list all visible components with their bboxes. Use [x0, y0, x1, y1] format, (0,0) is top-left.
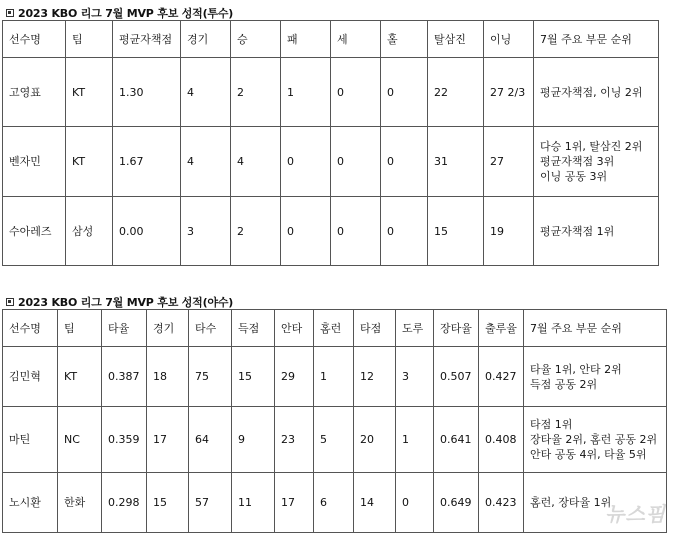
home-runs: 6 [314, 473, 354, 533]
wins: 2 [231, 58, 281, 127]
rbi: 14 [354, 473, 396, 533]
player-name: 수아레즈 [3, 197, 66, 266]
col-header: 득점 [232, 310, 275, 347]
team: KT [66, 127, 113, 197]
games: 18 [147, 347, 189, 407]
slugging: 0.641 [434, 407, 479, 473]
rank-note: 타율 1위, 안타 2위 [530, 362, 622, 376]
rank-note: 장타율 2위, 홈런 공동 2위 [530, 433, 658, 446]
hits: 23 [275, 407, 314, 473]
on-base: 0.408 [479, 407, 524, 473]
rbi: 20 [354, 407, 396, 473]
home-runs: 5 [314, 407, 354, 473]
watermark-logo: 뉴스핌 [605, 502, 666, 526]
innings: 19 [484, 197, 534, 266]
table-row [3, 473, 667, 533]
col-header: 팀 [66, 21, 113, 58]
strikeouts: 15 [428, 197, 484, 266]
rank-notes [524, 347, 667, 407]
games: 4 [181, 127, 231, 197]
col-header: 탈삼진 [428, 21, 484, 58]
col-header: 팀 [58, 310, 102, 347]
col-header: 홀 [381, 21, 428, 58]
pitcher-header-row [3, 21, 659, 58]
team: 삼성 [66, 197, 113, 266]
at-bats: 75 [189, 347, 232, 407]
col-header: 타율 [102, 310, 147, 347]
strikeouts: 22 [428, 58, 484, 127]
col-header: 출루율 [479, 310, 524, 347]
games: 17 [147, 407, 189, 473]
slugging: 0.649 [434, 473, 479, 533]
era: 1.67 [113, 127, 181, 197]
col-header: 7월 주요 부문 순위 [534, 21, 659, 58]
wins: 4 [231, 127, 281, 197]
runs: 15 [232, 347, 275, 407]
pitcher-stats-table [2, 20, 659, 266]
col-header: 타점 [354, 310, 396, 347]
era: 0.00 [113, 197, 181, 266]
slugging: 0.507 [434, 347, 479, 407]
table-row [3, 197, 659, 266]
col-header: 선수명 [3, 21, 66, 58]
rank-note: 홈런, 장타율 1위 [530, 496, 612, 509]
rank-note: 평균자책점, 이닝 2위 [540, 85, 643, 99]
rank-note: 평균자책점 1위 [540, 224, 615, 238]
games: 3 [181, 197, 231, 266]
era: 1.30 [113, 58, 181, 127]
team: KT [66, 58, 113, 127]
hits: 17 [275, 473, 314, 533]
batting-avg: 0.298 [102, 473, 147, 533]
square-bullet-icon [6, 9, 14, 17]
col-header: 선수명 [3, 310, 58, 347]
rank-notes [534, 58, 659, 127]
hitter-title-text: 2023 KBO 리그 7월 MVP 후보 성적(야수) [18, 296, 234, 309]
innings: 27 2/3 [484, 58, 534, 127]
player-name: 마틴 [3, 407, 58, 473]
rank-notes [524, 407, 667, 473]
team: KT [58, 347, 102, 407]
runs: 11 [232, 473, 275, 533]
wins: 2 [231, 197, 281, 266]
games: 4 [181, 58, 231, 127]
rank-note: 타점 1위 [530, 418, 573, 431]
hitter-header-row [3, 310, 667, 347]
losses: 1 [281, 58, 331, 127]
rank-notes [534, 127, 659, 197]
rank-note: 이닝 공동 3위 [540, 170, 608, 183]
col-header: 경기 [147, 310, 189, 347]
table-row [3, 347, 667, 407]
stolen-bases: 0 [396, 473, 434, 533]
pitcher-title-text: 2023 KBO 리그 7월 MVP 후보 성적(투수) [18, 7, 234, 20]
on-base: 0.423 [479, 473, 524, 533]
col-header: 홈런 [314, 310, 354, 347]
col-header: 승 [231, 21, 281, 58]
strikeouts: 31 [428, 127, 484, 197]
player-name: 고영표 [3, 58, 66, 127]
player-name: 벤자민 [3, 127, 66, 197]
hitter-section-title [6, 294, 233, 310]
saves: 0 [331, 58, 381, 127]
home-runs: 1 [314, 347, 354, 407]
rank-notes [534, 197, 659, 266]
saves: 0 [331, 127, 381, 197]
holds: 0 [381, 197, 428, 266]
runs: 9 [232, 407, 275, 473]
losses: 0 [281, 197, 331, 266]
rbi: 12 [354, 347, 396, 407]
stolen-bases: 3 [396, 347, 434, 407]
table-row [3, 127, 659, 197]
table-row [3, 407, 667, 473]
col-header: 장타율 [434, 310, 479, 347]
batting-avg: 0.359 [102, 407, 147, 473]
holds: 0 [381, 127, 428, 197]
at-bats: 57 [189, 473, 232, 533]
innings: 27 [484, 127, 534, 197]
rank-note: 득점 공동 2위 [530, 377, 598, 391]
rank-note: 안타 공동 4위, 타율 5위 [530, 448, 647, 461]
losses: 0 [281, 127, 331, 197]
col-header: 안타 [275, 310, 314, 347]
hits: 29 [275, 347, 314, 407]
table-row [3, 58, 659, 127]
stolen-bases: 1 [396, 407, 434, 473]
rank-note: 평균자책점 3위 [540, 155, 615, 168]
holds: 0 [381, 58, 428, 127]
col-header: 평균자책점 [113, 21, 181, 58]
team: 한화 [58, 473, 102, 533]
col-header: 이닝 [484, 21, 534, 58]
square-bullet-icon [6, 298, 14, 306]
col-header: 7월 주요 부문 순위 [524, 310, 667, 347]
col-header: 타수 [189, 310, 232, 347]
at-bats: 64 [189, 407, 232, 473]
batting-avg: 0.387 [102, 347, 147, 407]
games: 15 [147, 473, 189, 533]
col-header: 도루 [396, 310, 434, 347]
saves: 0 [331, 197, 381, 266]
col-header: 세 [331, 21, 381, 58]
on-base: 0.427 [479, 347, 524, 407]
col-header: 패 [281, 21, 331, 58]
team: NC [58, 407, 102, 473]
col-header: 경기 [181, 21, 231, 58]
pitcher-section-title [6, 5, 233, 21]
rank-note: 다승 1위, 탈삼진 2위 [540, 140, 643, 153]
player-name: 노시환 [3, 473, 58, 533]
player-name: 김민혁 [3, 347, 58, 407]
hitter-stats-table [2, 309, 667, 533]
